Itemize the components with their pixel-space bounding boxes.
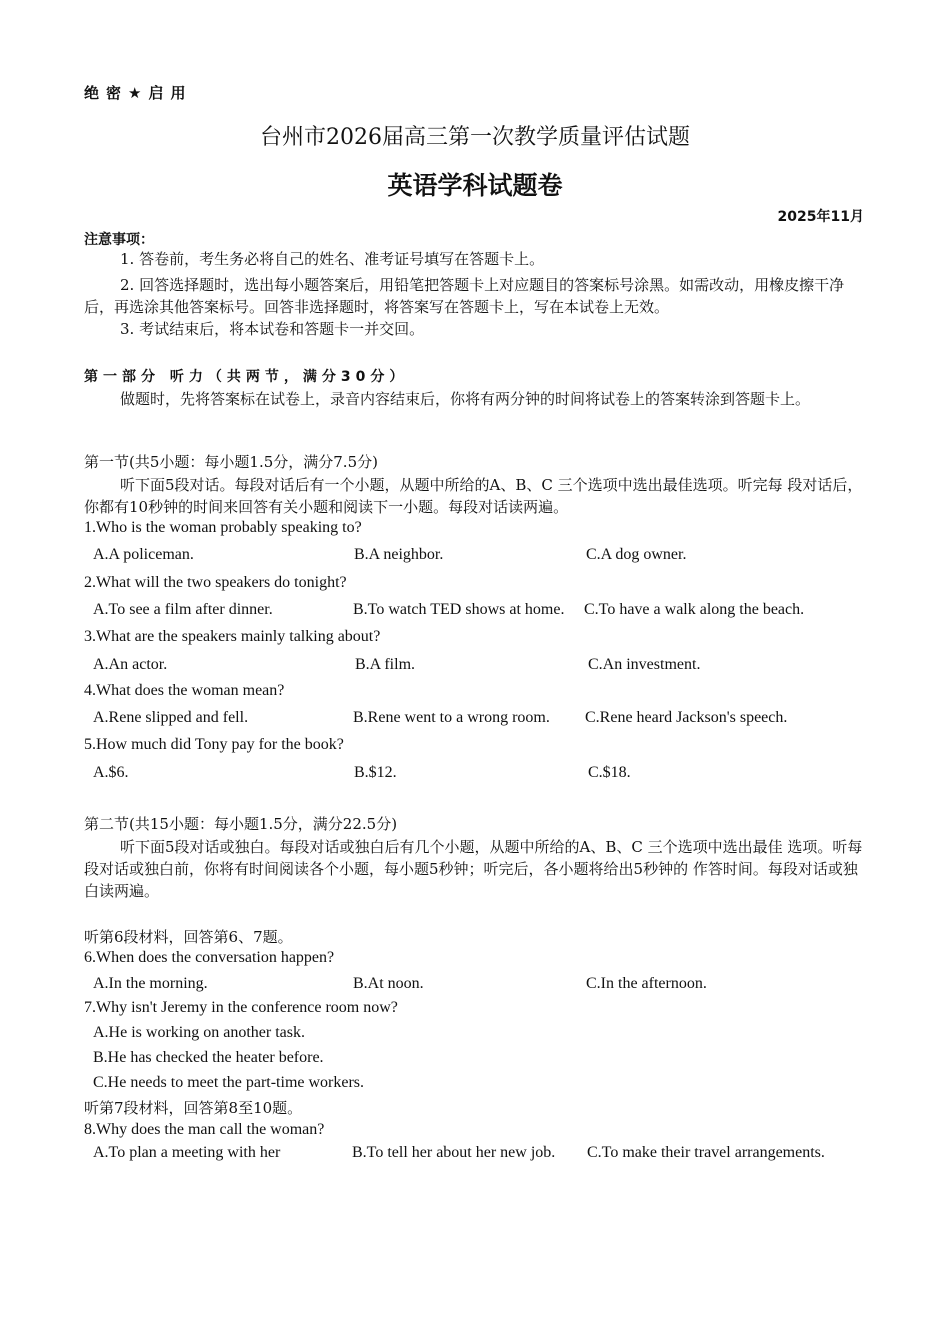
q3-option-a: A.An actor. bbox=[93, 656, 168, 673]
q4-option-a: A.Rene slipped and fell. bbox=[93, 709, 249, 726]
material-7-heading: 听第7段材料，回答第8至10题。 bbox=[84, 1099, 303, 1117]
notice-heading: 注意事项： bbox=[84, 232, 154, 248]
material-6-heading: 听第6段材料，回答第6、7题。 bbox=[84, 928, 293, 946]
q8-option-a: A.To plan a meeting with her bbox=[93, 1144, 281, 1161]
q4-option-b: B.Rene went to a wrong room. bbox=[353, 709, 550, 726]
secret-label: 绝密★启用 bbox=[84, 84, 193, 102]
exam-date: 2025年11月 bbox=[777, 209, 864, 225]
q3-option-b: B.A film. bbox=[355, 656, 416, 673]
q6-option-a: A.In the morning. bbox=[93, 975, 208, 992]
q1-option-a: A.A policeman. bbox=[93, 546, 194, 563]
q6-option-b: B.At noon. bbox=[353, 975, 424, 992]
q5-option-a: A.$6. bbox=[93, 764, 129, 781]
q7-option-a: A.He is working on another task. bbox=[93, 1024, 305, 1041]
question-7: 7.Why isn't Jeremy in the conference room now? bbox=[84, 999, 398, 1016]
part1-heading: 第一部分 听力（共两节，满分30分） bbox=[84, 369, 409, 385]
q8-option-c: C.To make their travel arrangements. bbox=[587, 1144, 825, 1161]
question-1: 1.Who is the woman probably speaking to? bbox=[84, 519, 362, 536]
question-4: 4.What does the woman mean? bbox=[84, 682, 285, 699]
question-8: 8.Why does the man call the woman? bbox=[84, 1121, 325, 1138]
notice-item-2: 2. 回答选择题时，选出每小题答案后，用铅笔把答题卡上对应题目的答案标号涂黑。如需改动，用橡皮擦干净后，再选涂其他答案标号。回答非选择题时，将答案写在答题卡上，写在本试卷上无效。 bbox=[84, 276, 845, 316]
question-6: 6.When does the conversation happen? bbox=[84, 949, 335, 966]
q3-option-c: C.An investment. bbox=[588, 656, 701, 673]
section2-heading: 第二节(共15小题：每小题1.5分，满分22.5分) bbox=[84, 815, 398, 833]
section1-intro: 听下面5段对话。每段对话后有一个小题，从题中所给的A、B、C 三个选项中选出最佳选项。听完每 段对话后，你都有10秒钟的时间来回答有关小题和阅读下一小题。每段对话读两遍。 bbox=[84, 476, 863, 516]
q2-option-a: A.To see a film after dinner. bbox=[93, 601, 273, 618]
notice-item-3: 3. 考试结束后，将本试卷和答题卡一并交回。 bbox=[120, 320, 425, 338]
q6-option-c: C.In the afternoon. bbox=[586, 975, 707, 992]
q8-option-b: B.To tell her about her new job. bbox=[352, 1144, 556, 1161]
q4-option-c: C.Rene heard Jackson's speech. bbox=[585, 709, 788, 726]
question-2: 2.What will the two speakers do tonight? bbox=[84, 574, 347, 591]
exam-title: 台州市2026届高三第一次教学质量评估试题 bbox=[260, 125, 690, 150]
section2-intro: 听下面5段对话或独白。每段对话或独白后有几个小题，从题中所给的A、B、C 三个选项中选出最佳 选项。听每段对话或独白前，你将有时间阅读各个小题，每小题5秒钟；听完后，各小题将给出5秒钟的 作答时间。每段对话或独白读两遍。 bbox=[84, 838, 863, 900]
q5-option-c: C.$18. bbox=[588, 764, 631, 781]
question-5: 5.How much did Tony pay for the book? bbox=[84, 736, 344, 753]
exam-subtitle: 英语学科试题卷 bbox=[387, 171, 563, 200]
q7-option-c: C.He needs to meet the part-time workers. bbox=[93, 1074, 365, 1091]
q1-option-c: C.A dog owner. bbox=[586, 546, 687, 563]
question-3: 3.What are the speakers mainly talking about? bbox=[84, 628, 381, 645]
part1-intro: 做题时，先将答案标在试卷上，录音内容结束后，你将有两分钟的时间将试卷上的答案转涂到答题卡上。 bbox=[120, 390, 811, 408]
q1-option-b: B.A neighbor. bbox=[354, 546, 444, 563]
q2-option-c: C.To have a walk along the beach. bbox=[584, 601, 805, 618]
section1-heading: 第一节(共5小题：每小题1.5分，满分7.5分) bbox=[84, 453, 378, 471]
q7-option-b: B.He has checked the heater before. bbox=[93, 1049, 324, 1066]
q5-option-b: B.$12. bbox=[354, 764, 397, 781]
notice-item-1: 1. 答卷前，考生务必将自己的姓名、准考证号填写在答题卡上。 bbox=[120, 250, 545, 268]
q2-option-b: B.To watch TED shows at home. bbox=[353, 601, 565, 618]
